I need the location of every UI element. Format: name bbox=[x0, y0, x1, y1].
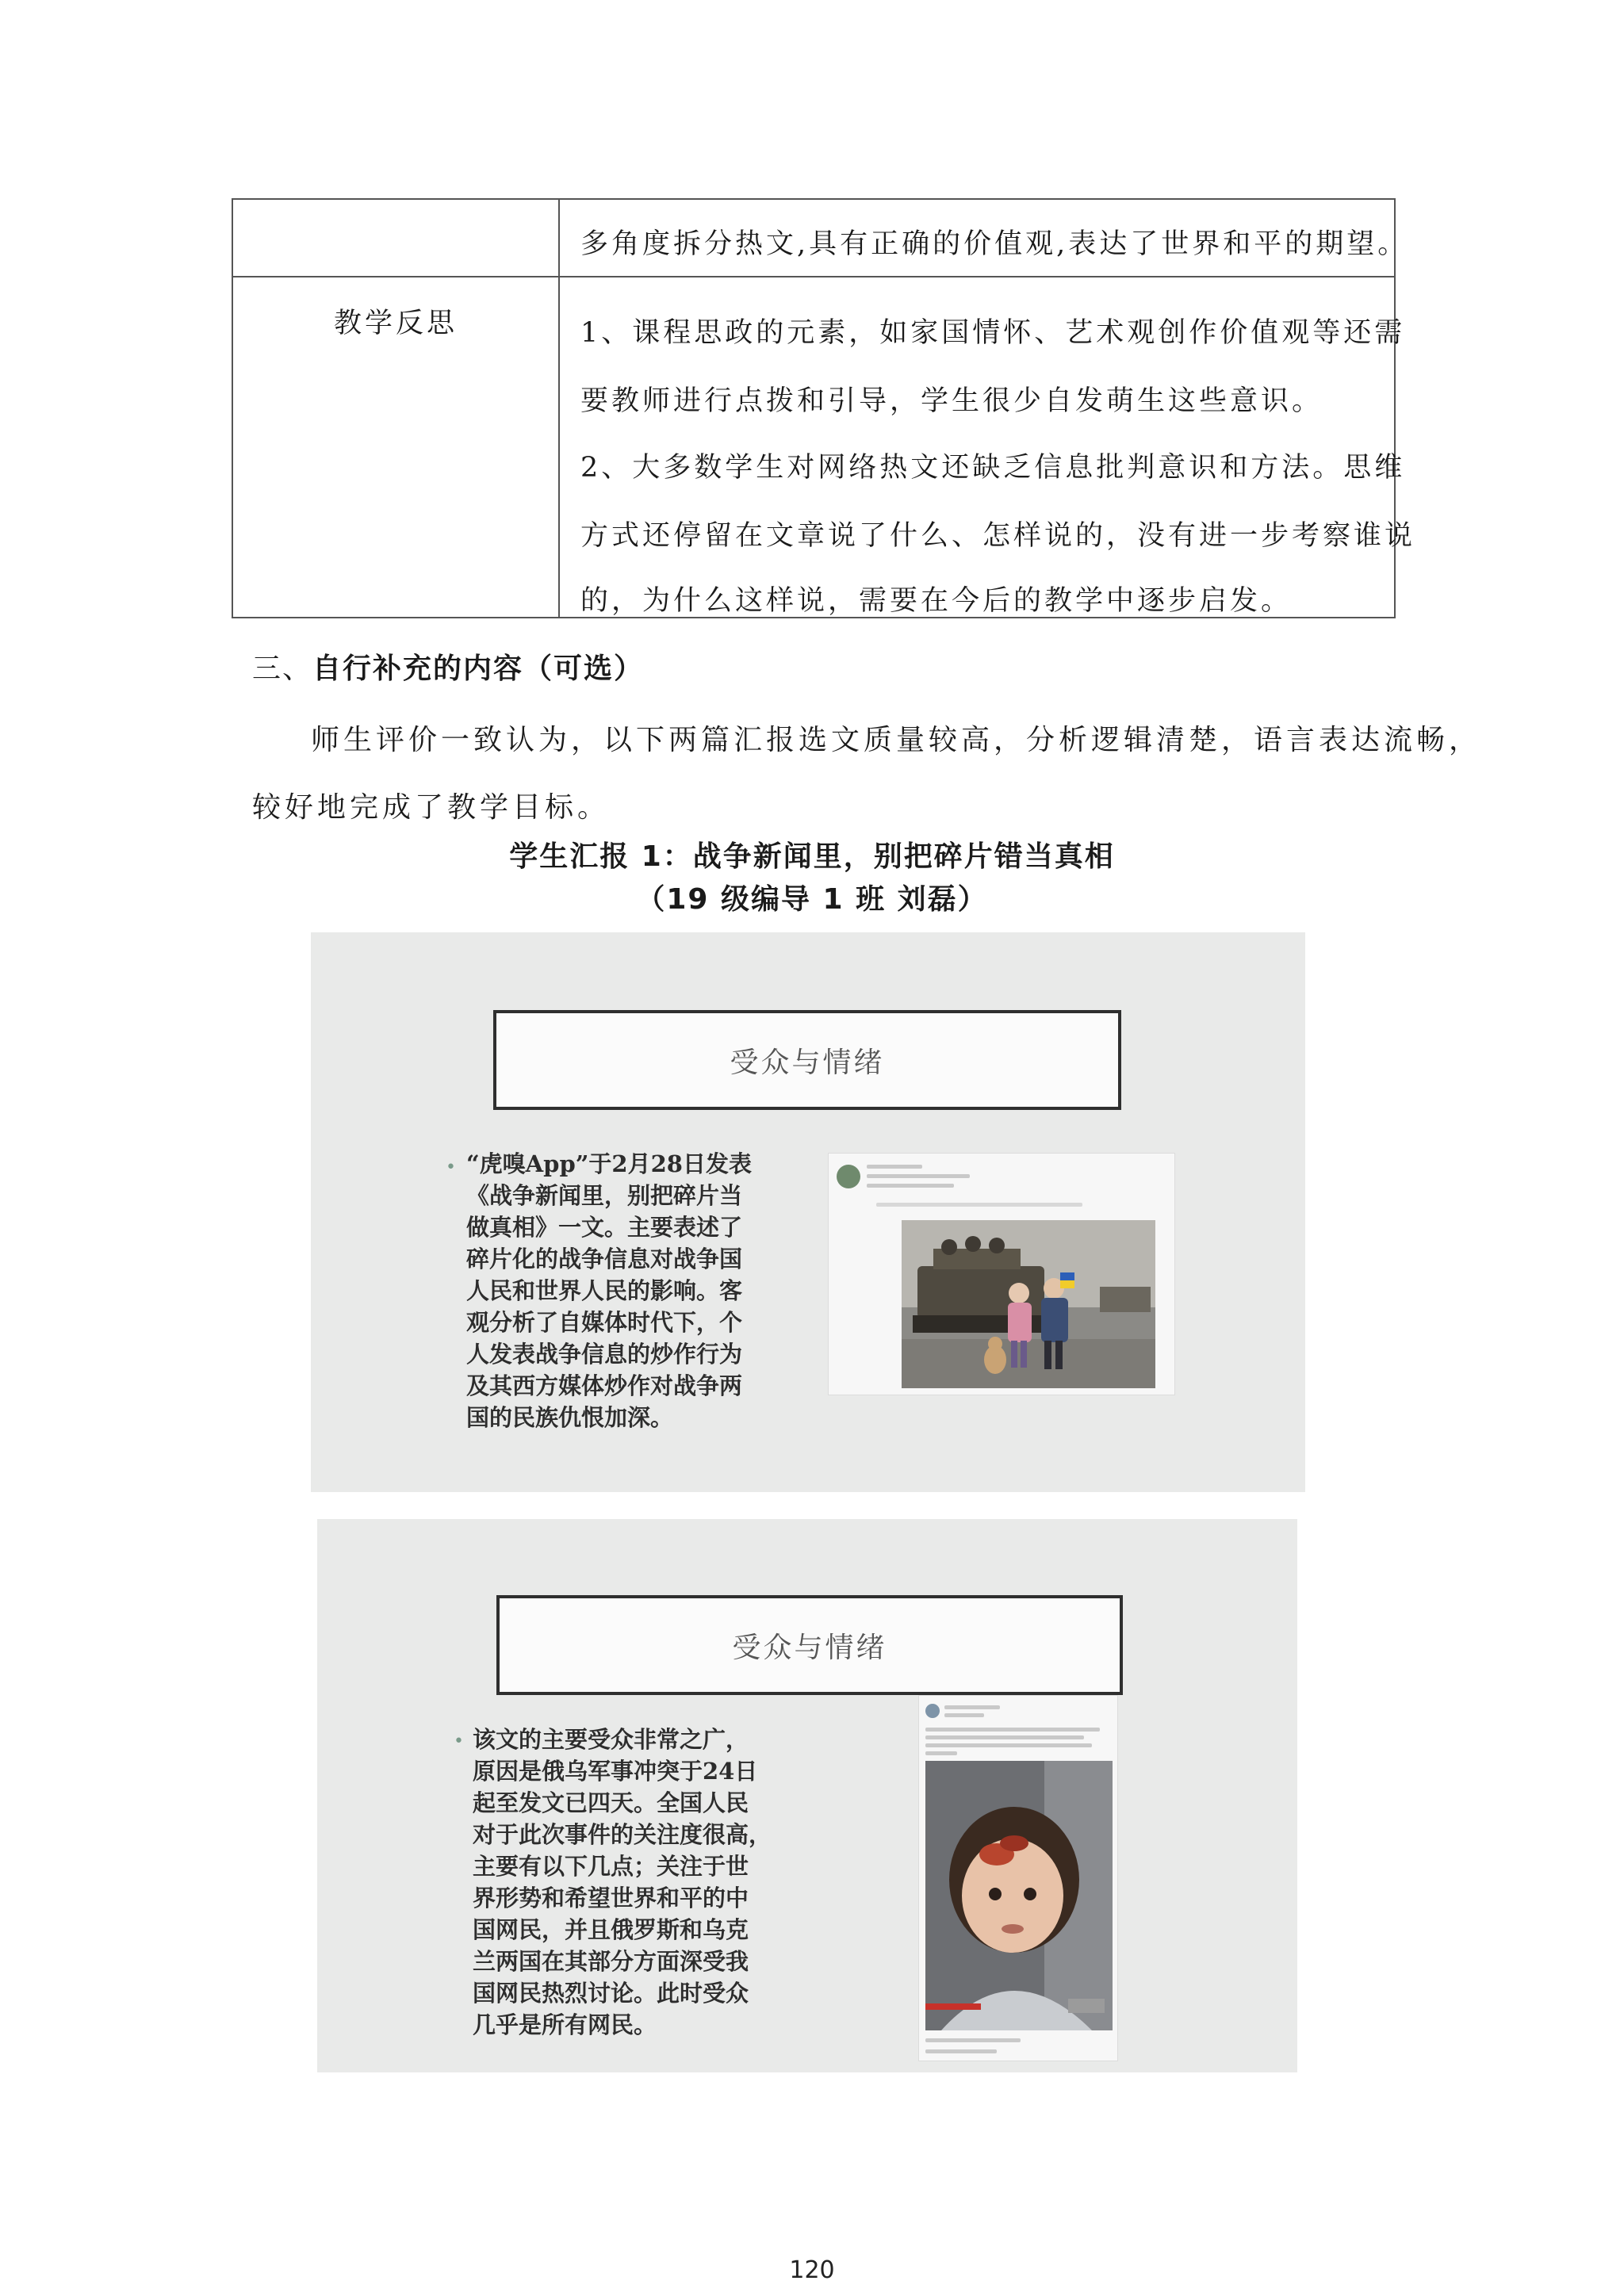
slide-1-line-7: 人发表战争信息的炒作行为 bbox=[466, 1341, 743, 1368]
slide-1-line-2: 《战争新闻里，别把碎片当 bbox=[466, 1182, 743, 1209]
slide-1-line-6: 观分析了自媒体时代下，个 bbox=[466, 1309, 743, 1336]
slide-1 bbox=[311, 932, 1305, 1492]
table-row1-content: 多角度拆分热文,具有正确的价值观,表达了世界和平的期望。 bbox=[580, 228, 1409, 260]
slide-1-line-3: 做真相》一文。主要表述了 bbox=[466, 1214, 743, 1241]
report-subtitle: （19 级编导 1 班 刘磊） bbox=[636, 883, 988, 916]
table-row2-line-5: 的，为什么这样说，需要在今后的教学中逐步启发。 bbox=[580, 585, 1293, 617]
slide-2 bbox=[317, 1519, 1297, 2072]
slide-2-line-4: 对于此次事件的关注度很高， bbox=[473, 1821, 772, 1848]
slide-2-child-photo bbox=[925, 1761, 1113, 2030]
paragraph-line-2: 较好地完成了教学目标。 bbox=[252, 791, 611, 824]
slide-1-line-8: 及其西方媒体炒作对战争两 bbox=[466, 1372, 743, 1399]
slide-2-line-8: 兰两国在其部分方面深受我 bbox=[473, 1948, 749, 1975]
table-column-divider bbox=[558, 200, 560, 617]
slide-2-line-9: 国网民热烈讨论。此时受众 bbox=[473, 1980, 749, 2007]
slide-1-line-4: 碎片化的战争信息对战争国 bbox=[466, 1246, 743, 1272]
slide-2-text bbox=[473, 1724, 772, 2041]
slide-2-line-1: 该文的主要受众非常之广， bbox=[473, 1726, 749, 1753]
table-row2-line-3: 2、大多数学生对网络热文还缺乏信息批判意识和方法。思维 bbox=[580, 452, 1406, 484]
report-title: 学生汇报 1：战争新闻里，别把碎片错当真相 bbox=[509, 840, 1115, 873]
slide-2-heading: 受众与情绪 bbox=[496, 1595, 1123, 1695]
section-number: 三、 bbox=[252, 652, 313, 685]
slide-1-line-1: “虎嗅App”于2月28日发表 bbox=[466, 1150, 752, 1177]
table-row2-line-4: 方式还停留在文章说了什么、怎样说的，没有进一步考察谁说 bbox=[580, 520, 1416, 552]
avatar-icon bbox=[925, 1704, 940, 1718]
slide-1-social-post-screenshot bbox=[828, 1153, 1175, 1395]
paragraph-line-1: 师生评价一致认为，以下两篇汇报选文质量较高，分析逻辑清楚，语言表达流畅， bbox=[311, 724, 1482, 756]
slide-2-line-5: 主要有以下几点；关注于世 bbox=[473, 1853, 749, 1880]
slide-1-heading: 受众与情绪 bbox=[493, 1010, 1121, 1110]
slide-2-line-10: 几乎是所有网民。 bbox=[473, 2011, 657, 2038]
page-number: 120 bbox=[789, 2256, 835, 2284]
slide-1-bullet-icon: • bbox=[446, 1158, 456, 1177]
slide-1-text bbox=[466, 1148, 752, 1433]
section-heading bbox=[252, 646, 644, 687]
slide-1-line-5: 人民和世界人民的影响。客 bbox=[466, 1277, 743, 1304]
table-row2-label: 教学反思 bbox=[333, 308, 458, 339]
table-row2-line-2: 要教师进行点拨和引导，学生很少自发萌生这些意识。 bbox=[580, 385, 1323, 417]
table-row-divider bbox=[233, 276, 1394, 277]
slide-2-line-3: 起至发文已四天。全国人民 bbox=[473, 1789, 749, 1816]
reflection-table bbox=[232, 198, 1416, 618]
slide-2-line-6: 界形势和希望世界和平的中 bbox=[473, 1885, 749, 1911]
avatar-icon bbox=[837, 1165, 860, 1188]
section-title: 自行补充的内容（可选） bbox=[312, 652, 645, 685]
slide-1-war-photo bbox=[902, 1220, 1155, 1388]
slide-2-line-2: 原因是俄乌军事冲突于24日 bbox=[473, 1758, 758, 1785]
slide-2-bullet-icon: • bbox=[454, 1732, 464, 1751]
table-row2-line-1: 1、课程思政的元素，如家国情怀、艺术观创作价值观等还需 bbox=[580, 317, 1406, 349]
slide-1-line-9: 国的民族仇恨加深。 bbox=[466, 1404, 674, 1431]
slide-2-social-post-screenshot bbox=[918, 1695, 1118, 2061]
slide-2-line-7: 国网民，并且俄罗斯和乌克 bbox=[473, 1916, 749, 1943]
